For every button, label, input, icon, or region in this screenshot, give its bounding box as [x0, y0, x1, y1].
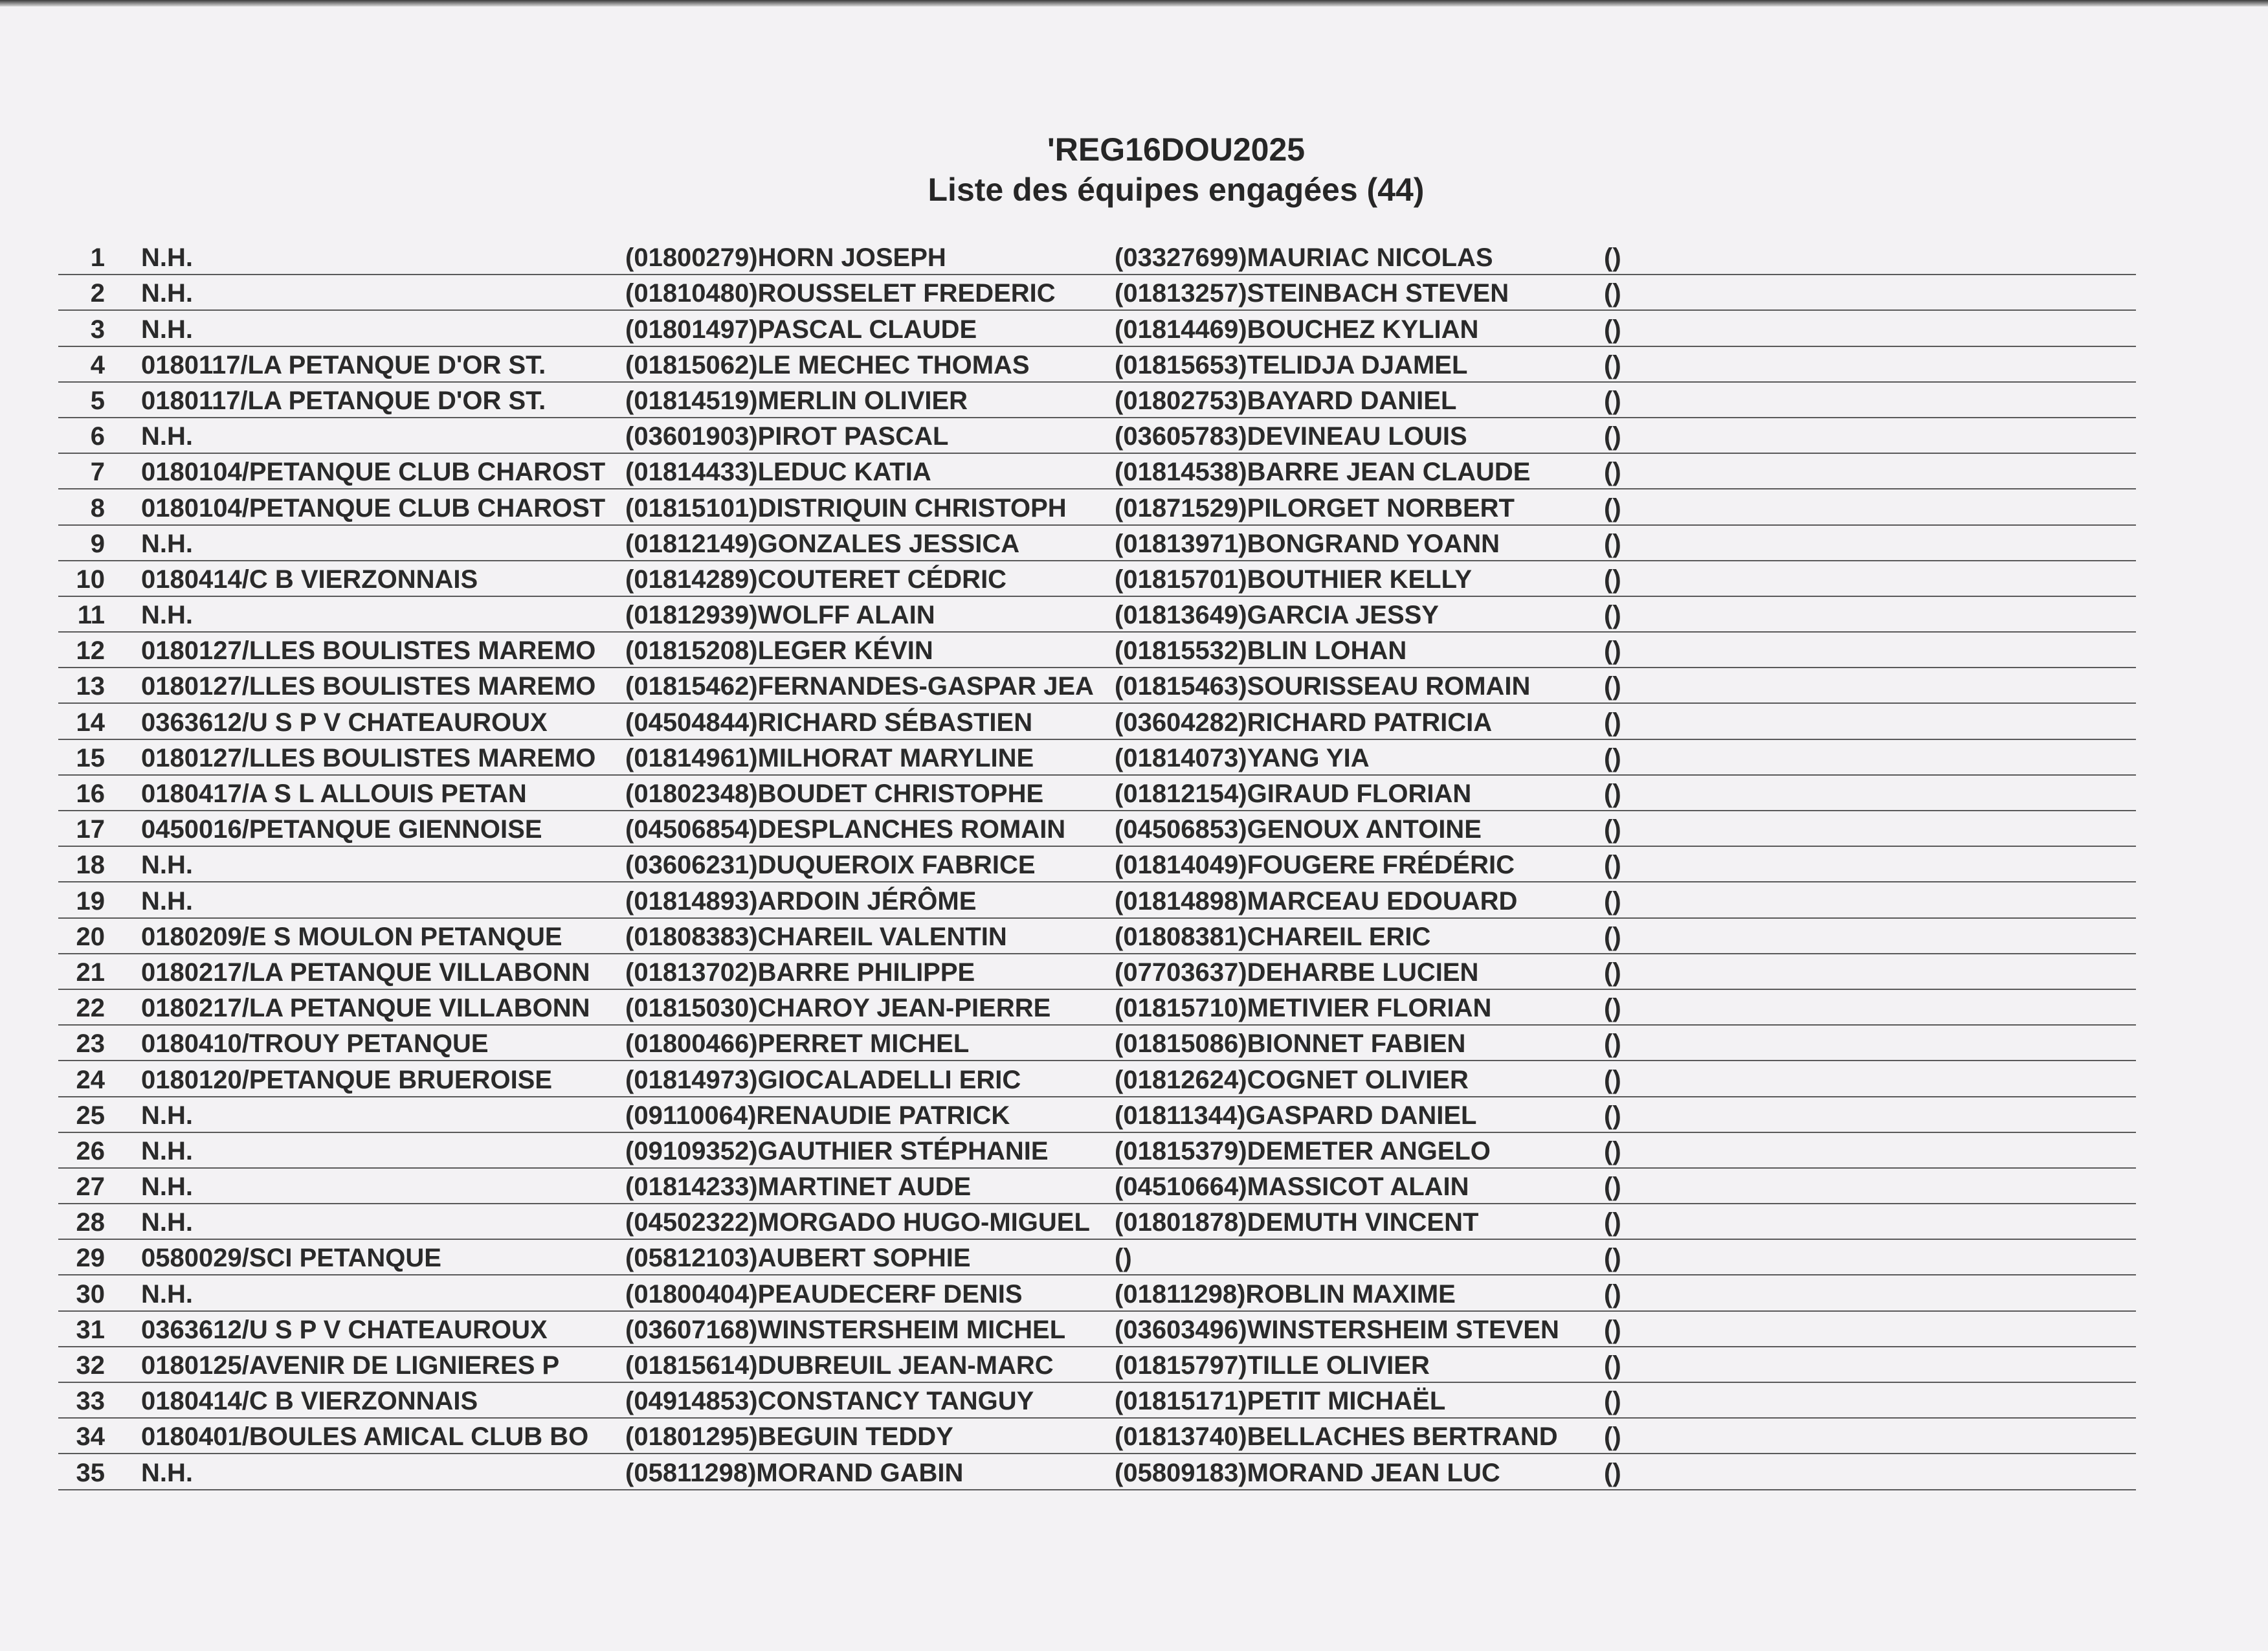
team-row: [58, 633, 2136, 668]
team-number: 27: [76, 1173, 105, 1202]
team-club: N.H.: [141, 851, 193, 880]
team-number: 13: [76, 672, 105, 701]
team-row: [58, 454, 2136, 489]
team-player-1: (04502322)MORGADO HUGO-MIGUEL: [625, 1208, 1090, 1237]
team-club: N.H.: [141, 1101, 193, 1130]
team-club: N.H.: [141, 529, 193, 558]
team-row: [58, 1312, 2136, 1347]
team-club: 0180414/C B VIERZONNAIS: [141, 565, 478, 594]
team-number: 29: [76, 1244, 105, 1273]
team-number: 7: [90, 458, 105, 487]
team-player-2: (): [1115, 1244, 1132, 1273]
team-player-3: (): [1604, 1244, 1621, 1273]
team-number: 14: [76, 708, 105, 737]
team-player-1: (04914853)CONSTANCY TANGUY: [625, 1387, 1034, 1416]
team-player-1: (01801295)BEGUIN TEDDY: [625, 1422, 953, 1452]
team-club: 0180104/PETANQUE CLUB CHAROST: [141, 458, 606, 487]
team-row: [58, 1169, 2136, 1204]
team-row: [58, 1026, 2136, 1061]
team-number: 22: [76, 994, 105, 1023]
team-player-1: (01800466)PERRET MICHEL: [625, 1029, 970, 1059]
team-club: 0180127/LLES BOULISTES MAREMO: [141, 636, 596, 666]
team-player-3: (): [1604, 994, 1621, 1023]
team-club: 0180127/LLES BOULISTES MAREMO: [141, 672, 596, 701]
team-club: 0180417/A S L ALLOUIS PETAN: [141, 780, 527, 808]
competition-code: 'REG16DOU2025: [1047, 131, 1306, 168]
team-club: 0363612/U S P V CHATEAUROUX: [141, 708, 548, 737]
team-player-3: (): [1604, 958, 1621, 987]
team-player-2: (03605783)DEVINEAU LOUIS: [1115, 422, 1467, 451]
team-player-3: (): [1604, 315, 1621, 344]
team-player-1: (01814893)ARDOIN JÉRÔME: [625, 886, 977, 915]
team-player-2: (01813649)GARCIA JESSY: [1115, 601, 1439, 630]
team-number: 35: [76, 1458, 105, 1487]
team-club: 0450016/PETANQUE GIENNOISE: [141, 815, 542, 844]
team-row: [58, 704, 2136, 739]
team-number: 12: [76, 636, 105, 666]
team-player-2: (01813740)BELLACHES BERTRAND: [1115, 1422, 1558, 1452]
team-number: 4: [90, 350, 105, 379]
team-row: [58, 1383, 2136, 1419]
team-player-1: (01812149)GONZALES JESSICA: [625, 529, 1020, 558]
team-player-2: (01811344)GASPARD DANIEL: [1115, 1101, 1477, 1130]
team-number: 30: [76, 1279, 105, 1308]
team-row: [58, 954, 2136, 990]
team-player-2: (01871529)PILORGET NORBERT: [1115, 493, 1515, 522]
team-player-1: (04504844)RICHARD SÉBASTIEN: [625, 708, 1033, 737]
team-number: 15: [76, 743, 105, 772]
teams-table: [58, 240, 2136, 1490]
team-row: [58, 489, 2136, 525]
team-player-1: (01815062)LE MECHEC THOMAS: [625, 350, 1030, 379]
team-player-2: (01813971)BONGRAND YOANN: [1115, 529, 1500, 558]
team-player-3: (): [1604, 1351, 1621, 1380]
team-row: [58, 919, 2136, 954]
team-number: 34: [76, 1422, 105, 1452]
team-player-3: (): [1604, 350, 1621, 379]
team-row: [58, 1275, 2136, 1311]
team-player-1: (03601903)PIROT PASCAL: [625, 422, 949, 451]
team-player-2: (01802753)BAYARD DANIEL: [1115, 386, 1457, 415]
document-header: [0, 129, 2268, 210]
team-player-2: (05809183)MORAND JEAN LUC: [1115, 1458, 1500, 1487]
team-player-1: (01802348)BOUDET CHRISTOPHE: [625, 780, 1044, 808]
team-club: 0180117/LA PETANQUE D'OR ST.: [141, 386, 546, 415]
team-player-1: (01813702)BARRE PHILIPPE: [625, 958, 975, 987]
team-player-3: (): [1604, 458, 1621, 487]
team-player-3: (): [1604, 886, 1621, 915]
team-player-1: (01801497)PASCAL CLAUDE: [625, 315, 977, 344]
team-player-2: (01815653)TELIDJA DJAMEL: [1115, 350, 1468, 379]
team-player-1: (01815030)CHAROY JEAN-PIERRE: [625, 994, 1051, 1023]
team-number: 11: [77, 601, 105, 630]
team-player-1: (01814519)MERLIN OLIVIER: [625, 386, 968, 415]
team-number: 3: [90, 315, 105, 344]
team-player-3: (): [1604, 1101, 1621, 1130]
document-subtitle: Liste des équipes engagées (44): [928, 172, 1425, 208]
team-player-1: (01814961)MILHORAT MARYLINE: [625, 743, 1034, 772]
team-player-3: (): [1604, 279, 1621, 308]
team-row: [58, 383, 2136, 418]
team-player-1: (09109352)GAUTHIER STÉPHANIE: [625, 1136, 1049, 1165]
team-player-3: (): [1604, 636, 1621, 666]
team-number: 28: [76, 1208, 105, 1237]
team-row: [58, 776, 2136, 811]
team-row: [58, 561, 2136, 597]
team-number: 23: [76, 1029, 105, 1059]
team-number: 6: [90, 422, 105, 451]
team-player-2: (03603496)WINSTERSHEIM STEVEN: [1115, 1315, 1559, 1344]
team-player-2: (01815086)BIONNET FABIEN: [1115, 1029, 1466, 1059]
team-player-2: (01812624)COGNET OLIVIER: [1115, 1065, 1469, 1094]
team-number: 32: [76, 1351, 105, 1380]
team-player-2: (01814073)YANG YIA: [1115, 743, 1370, 772]
team-player-2: (03327699)MAURIAC NICOLAS: [1115, 243, 1493, 273]
team-club: N.H.: [141, 1136, 193, 1165]
team-club: N.H.: [141, 1279, 193, 1308]
team-player-3: (): [1604, 1387, 1621, 1416]
team-player-3: (): [1604, 243, 1621, 273]
team-player-3: (): [1604, 672, 1621, 701]
team-row: [58, 526, 2136, 561]
team-player-2: (01808381)CHAREIL ERIC: [1115, 922, 1431, 951]
team-club: 0180117/LA PETANQUE D'OR ST.: [141, 350, 546, 379]
team-club: N.H.: [141, 315, 193, 344]
team-row: [58, 1419, 2136, 1454]
team-number: 26: [76, 1136, 105, 1165]
team-player-1: (01815101)DISTRIQUIN CHRISTOPH: [625, 493, 1067, 522]
team-player-1: (01812939)WOLFF ALAIN: [625, 601, 935, 630]
team-club: 0180104/PETANQUE CLUB CHAROST: [141, 493, 606, 522]
team-player-3: (): [1604, 922, 1621, 951]
team-player-3: (): [1604, 601, 1621, 630]
team-player-3: (): [1604, 1422, 1621, 1452]
team-number: 5: [90, 386, 105, 415]
team-player-2: (01815463)SOURISSEAU ROMAIN: [1115, 672, 1531, 701]
team-player-3: (): [1604, 1029, 1621, 1059]
team-club: 0180125/AVENIR DE LIGNIERES P: [141, 1351, 560, 1380]
team-player-3: (): [1604, 493, 1621, 522]
team-club: 0180401/BOULES AMICAL CLUB BO: [141, 1422, 589, 1452]
team-player-1: (01810480)ROUSSELET FREDERIC: [625, 279, 1056, 308]
team-player-1: (04506854)DESPLANCHES ROMAIN: [625, 815, 1066, 844]
team-player-3: (): [1604, 815, 1621, 844]
team-player-2: (01811298)ROBLIN MAXIME: [1115, 1279, 1456, 1308]
team-number: 10: [76, 565, 105, 594]
team-player-2: (01814469)BOUCHEZ KYLIAN: [1115, 315, 1479, 344]
team-club: 0180127/LLES BOULISTES MAREMO: [141, 743, 596, 772]
team-number: 9: [90, 529, 105, 558]
document-sheet: [0, 6, 2268, 1651]
team-player-2: (01814898)MARCEAU EDOUARD: [1115, 886, 1518, 915]
team-club: 0363612/U S P V CHATEAUROUX: [141, 1315, 548, 1344]
team-number: 33: [76, 1387, 105, 1416]
team-player-2: (01814049)FOUGERE FRÉDÉRIC: [1115, 851, 1515, 880]
team-player-3: (): [1604, 708, 1621, 737]
team-row: [58, 597, 2136, 633]
team-club: N.H.: [141, 601, 193, 630]
team-player-3: (): [1604, 743, 1621, 772]
team-player-1: (01808383)CHAREIL VALENTIN: [625, 922, 1007, 951]
team-player-2: (04510664)MASSICOT ALAIN: [1115, 1173, 1469, 1202]
team-number: 8: [90, 493, 105, 522]
team-club: N.H.: [141, 1208, 193, 1237]
team-player-2: (07703637)DEHARBE LUCIEN: [1115, 958, 1479, 987]
team-player-3: (): [1604, 565, 1621, 594]
team-player-2: (03604282)RICHARD PATRICIA: [1115, 708, 1493, 737]
team-club: N.H.: [141, 1173, 193, 1202]
team-club: 0180414/C B VIERZONNAIS: [141, 1387, 478, 1416]
team-number: 20: [76, 922, 105, 951]
team-club: 0180209/E S MOULON PETANQUE: [141, 922, 562, 951]
team-player-1: (03606231)DUQUEROIX FABRICE: [625, 851, 1036, 880]
team-player-1: (01814289)COUTERET CÉDRIC: [625, 565, 1007, 594]
team-player-3: (): [1604, 851, 1621, 880]
team-player-2: (01801878)DEMUTH VINCENT: [1115, 1208, 1479, 1237]
team-player-2: (01815710)METIVIER FLORIAN: [1115, 994, 1492, 1023]
team-player-1: (09110064)RENAUDIE PATRICK: [625, 1101, 1010, 1130]
team-player-2: (01815797)TILLE OLIVIER: [1115, 1351, 1430, 1380]
team-player-3: (): [1604, 1458, 1621, 1487]
team-number: 24: [76, 1065, 105, 1094]
team-club: 0180217/LA PETANQUE VILLABONN: [141, 958, 590, 987]
team-row: [58, 990, 2136, 1026]
team-player-3: (): [1604, 1279, 1621, 1308]
team-number: 2: [90, 279, 105, 308]
team-row: [58, 1133, 2136, 1169]
team-player-1: (01814233)MARTINET AUDE: [625, 1173, 972, 1202]
team-number: 19: [76, 886, 105, 915]
team-row: [58, 1240, 2136, 1275]
team-club: N.H.: [141, 1458, 193, 1487]
team-club: 0180120/PETANQUE BRUEROISE: [141, 1065, 553, 1094]
team-player-1: (01814433)LEDUC KATIA: [625, 458, 931, 487]
team-row: [58, 668, 2136, 704]
team-player-1: (01815208)LEGER KÉVIN: [625, 636, 933, 666]
team-player-1: (01815462)FERNANDES-GASPAR JEA: [625, 672, 1094, 701]
team-player-2: (01815171)PETIT MICHAËL: [1115, 1387, 1446, 1416]
team-row: [58, 1347, 2136, 1383]
team-player-1: (01800404)PEAUDECERF DENIS: [625, 1279, 1023, 1308]
team-row: [58, 275, 2136, 311]
team-player-2: (01815379)DEMETER ANGELO: [1115, 1136, 1491, 1165]
team-row: [58, 240, 2136, 275]
team-club: 0580029/SCI PETANQUE: [141, 1244, 441, 1273]
team-player-2: (01813257)STEINBACH STEVEN: [1115, 279, 1509, 308]
team-player-3: (): [1604, 780, 1621, 808]
team-player-2: (01815532)BLIN LOHAN: [1115, 636, 1407, 666]
team-player-1: (03607168)WINSTERSHEIM MICHEL: [625, 1315, 1066, 1344]
team-club: N.H.: [141, 886, 193, 915]
team-player-2: (01815701)BOUTHIER KELLY: [1115, 565, 1473, 594]
team-player-2: (01814538)BARRE JEAN CLAUDE: [1115, 458, 1531, 487]
team-club: 0180410/TROUY PETANQUE: [141, 1029, 489, 1059]
team-player-1: (01815614)DUBREUIL JEAN-MARC: [625, 1351, 1054, 1380]
team-row: [58, 811, 2136, 847]
team-row: [58, 847, 2136, 882]
team-row: [58, 1097, 2136, 1133]
team-row: [58, 1204, 2136, 1240]
team-number: 18: [76, 851, 105, 880]
team-player-1: (01814973)GIOCALADELLI ERIC: [625, 1065, 1021, 1094]
team-number: 25: [76, 1101, 105, 1130]
team-player-1: (05812103)AUBERT SOPHIE: [625, 1244, 971, 1273]
team-club: 0180217/LA PETANQUE VILLABONN: [141, 994, 590, 1023]
team-row: [58, 882, 2136, 918]
team-player-3: (): [1604, 422, 1621, 451]
team-row: [58, 1454, 2136, 1490]
team-row: [58, 418, 2136, 454]
team-player-3: (): [1604, 1173, 1621, 1202]
team-player-3: (): [1604, 386, 1621, 415]
team-row: [58, 1061, 2136, 1097]
team-club: N.H.: [141, 243, 193, 273]
team-player-3: (): [1604, 1136, 1621, 1165]
team-player-1: (01800279)HORN JOSEPH: [625, 243, 946, 273]
team-row: [58, 311, 2136, 346]
team-number: 1: [90, 243, 105, 273]
team-player-3: (): [1604, 1065, 1621, 1094]
team-number: 31: [76, 1315, 105, 1344]
scan-top-edge: [0, 0, 2268, 6]
team-number: 21: [76, 958, 105, 987]
team-player-2: (01812154)GIRAUD FLORIAN: [1115, 780, 1472, 808]
team-club: N.H.: [141, 422, 193, 451]
team-club: N.H.: [141, 279, 193, 308]
team-player-3: (): [1604, 1315, 1621, 1344]
team-row: [58, 347, 2136, 383]
team-number: 16: [76, 780, 105, 808]
team-number: 17: [76, 815, 105, 844]
team-player-2: (04506853)GENOUX ANTOINE: [1115, 815, 1482, 844]
team-player-1: (05811298)MORAND GABIN: [625, 1458, 964, 1487]
team-player-3: (): [1604, 1208, 1621, 1237]
team-player-3: (): [1604, 529, 1621, 558]
team-row: [58, 740, 2136, 776]
